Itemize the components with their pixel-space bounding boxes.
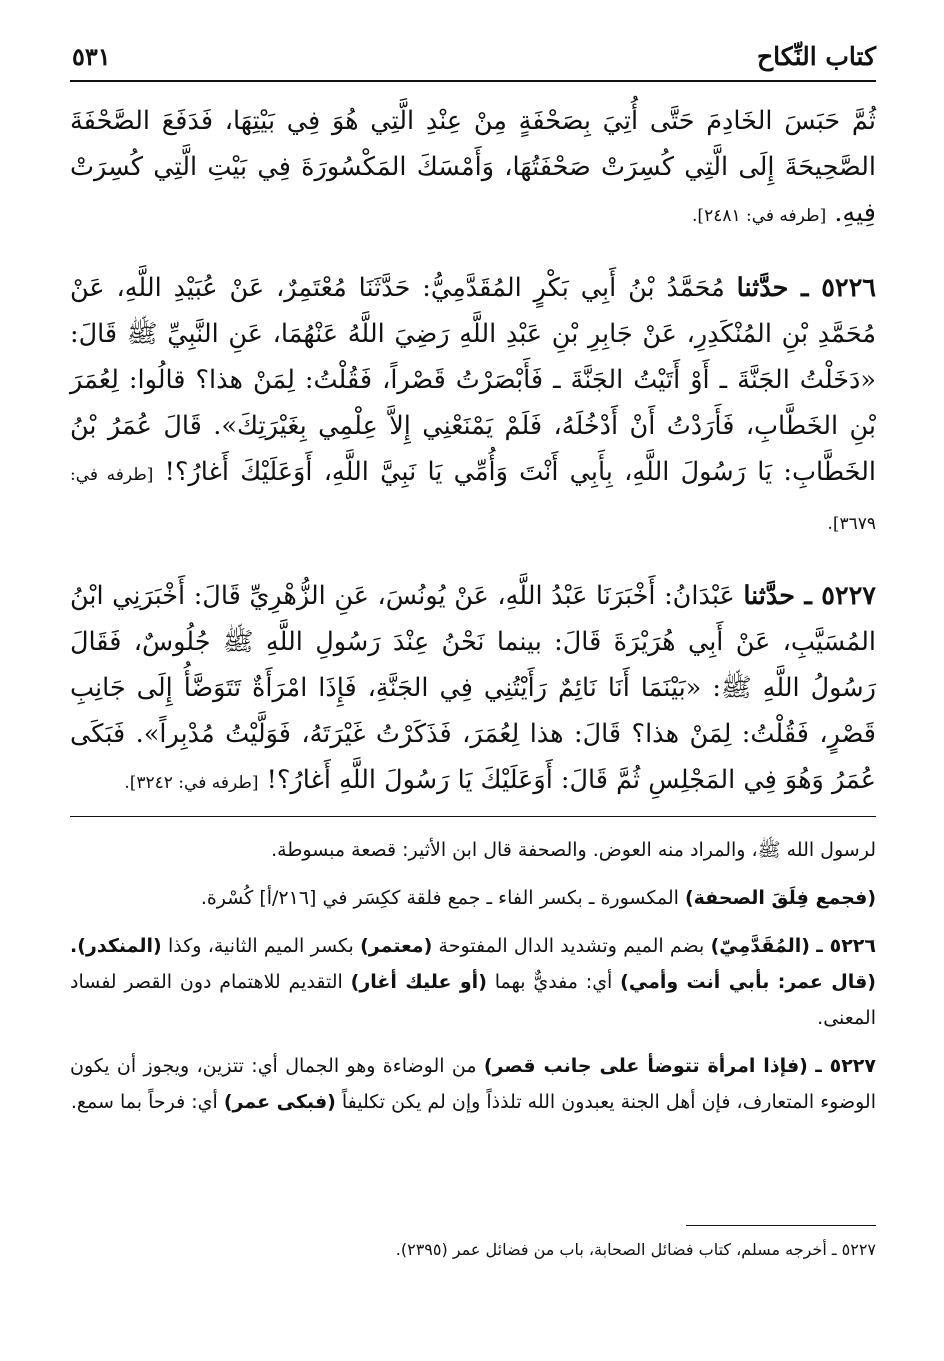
note-text: لرسول الله ﷺ، والمراد منه العوض. والصحفة قال ابن الأثير: قصعة مبسوطة. [271, 839, 876, 861]
cross-reference: [طرفه في: ٣٢٤٢]. [124, 773, 259, 793]
commentary [70, 832, 876, 1132]
note-text: المكسورة ـ بكسر الفاء ـ جمع فلقة ككِسَر في [٢١٦/أ] كُسْرة. [200, 887, 679, 909]
commentary-note [70, 832, 876, 868]
note-text: التقديم للاهتمام دون القصر لفساد المعنى. [70, 971, 876, 1029]
cross-reference: [طرفه في: ٢٤٨١]. [692, 206, 827, 226]
commentary-divider [70, 816, 876, 817]
paragraph-text: ثُمَّ حَبَسَ الخَادِمَ حَتَّى أُتِيَ بِصَحْفَةٍ مِنْ عِنْدِ الَّتِي هُوَ فِي بَيْتِهَا، فَدَفَعَ الصَّحْفَةَ الصَّحِيحَةَ إِلَى الَّتِي كُسِرَتْ صَحْفَتُهَا، وَأَمْسَكَ المَكْسُورَةَ فِي بَيْتِ الَّتِي كُسِرَتْ فِيهِ. [70, 106, 876, 228]
footnote: ٥٢٢٧ ـ أخرجه مسلم، كتاب فضائل الصحابة، باب من فضائل عمر (٢٣٩٥). [395, 1240, 876, 1259]
page-header [70, 40, 876, 82]
cross-reference: [طرفه في: ٣٦٧٩]. [70, 465, 876, 534]
note-term: (أو عليك أغار) [350, 971, 487, 993]
note-term: (فبكى عمر) [223, 1091, 336, 1113]
note-text: أي: فرحاً بما سمع. [70, 1091, 218, 1113]
note-term: (معتمر) [360, 935, 433, 957]
hadith-text [70, 98, 876, 832]
book-title: كتاب النِّكاح [757, 42, 876, 71]
commentary-note [70, 880, 876, 916]
hadith-number: ٥٢٢٦ ـ حدَّثنا [736, 273, 877, 303]
note-term: (قال عمر: بأبي أنت وأمي) [620, 971, 876, 993]
hadith-body: عَبْدَانُ: أَخْبَرَنَا عَبْدُ اللَّهِ، عَنْ يُونُسَ، عَنِ الزُّهْرِيِّ قَالَ: أَخْبَرَنِي ابْنُ المُسَيَّبِ، عَنْ أَبِي هُرَيْرَةَ قَالَ: بينما نَحْنُ عِنْدَ رَسُولِ اللَّهِ ﷺ جُلُوسٌ، فَقَالَ رَسُولُ اللَّهِ ﷺ: «بَيْنَمَا أَنَا نَائِمٌ رَأَيْتُنِي فِي الجَنَّةِ، فَإِذَا امْرَأَةٌ تَتَوَضَّأُ إِلَى جَانِبِ قَصْرٍ، فَقُلْتُ: لِمَنْ هذا؟ قَالَ: هذا لِعُمَرَ، فَذَكَرْتُ غَيْرَتَهُ، فَوَلَّيْتُ مُدْبِراً». فَبَكَى عُمَرُ وَهُوَ فِي المَجْلِسِ ثُمَّ قَالَ: أَوَعَلَيْكَ يَا رَسُولَ اللَّهِ أَغارُ؟! [70, 581, 876, 795]
note-text: أي: مفديٌّ بهما [494, 971, 613, 993]
note-text: من الوضاءة وهو الجمال أي: تتزين، ويجوز أن يكون الوضوء المتعارف، فإن أهل الجنة يعبدون الله تلذذاً وإن لم يكن تكليفاً [70, 1055, 876, 1113]
hadith-5227 [70, 573, 876, 806]
commentary-note-5227 [70, 1048, 876, 1120]
note-text: بكسر الميم الثانية، وكذا [167, 935, 354, 957]
footnote-divider [686, 1225, 876, 1226]
note-text: بضم الميم وتشديد الدال المفتوحة [438, 935, 705, 957]
paragraph-continuation [70, 98, 876, 239]
hadith-number: ٥٢٢٧ ـ حدَّثنا [743, 581, 877, 611]
commentary-note-5226 [70, 928, 876, 1036]
hadith-5226 [70, 265, 876, 547]
page-number: ٥٣١ [72, 42, 111, 71]
note-term: (المنكدر). [70, 935, 162, 957]
note-term: (المُقَدَّمِيّ) [710, 935, 810, 957]
hadith-body: مُحَمَّدُ بْنُ أَبِي بَكْرٍ المُقَدَّمِيُّ: حَدَّثَنَا مُعْتَمِرٌ، عَنْ عُبَيْدِ اللَّهِ، عَنْ مُحَمَّدِ بْنِ المُنْكَدِرِ، عَنْ جَابِرِ بْنِ عَبْدِ اللَّهِ رَضِيَ اللَّهُ عَنْهُمَا، عَنِ النَّبِيِّ ﷺ قَالَ: «دَخَلْتُ الجَنَّةَ ـ أَوْ أَتَيْتُ الجَنَّةَ ـ فَأَبْصَرْتُ قَصْراً، فَقُلْتُ: لِمَنْ هذا؟ قالُوا: لِعُمَرَ بْنِ الخَطَّابِ، فَأَرَدْتُ أَنْ أَدْخُلَهُ، فَلَمْ يَمْنَعْنِي إِلاَّ عِلْمِي بِغَيْرَتِكَ». قَالَ عُمَرُ بْنُ الخَطَّابِ: يَا رَسُولَ اللَّهِ، بِأَبِي أَنْتَ وَأُمِّي يَا نَبِيَّ اللَّهِ، أَوَعَلَيْكَ أَغارُ؟! [70, 273, 876, 487]
note-term: (فإذا امرأة تتوضأ على جانب قصر) [483, 1055, 808, 1077]
note-term: (فجمع فِلَقَ الصحفة) [684, 887, 876, 909]
note-number: ٥٢٢٦ ـ [816, 935, 876, 957]
note-number: ٥٢٢٧ ـ [815, 1055, 876, 1077]
